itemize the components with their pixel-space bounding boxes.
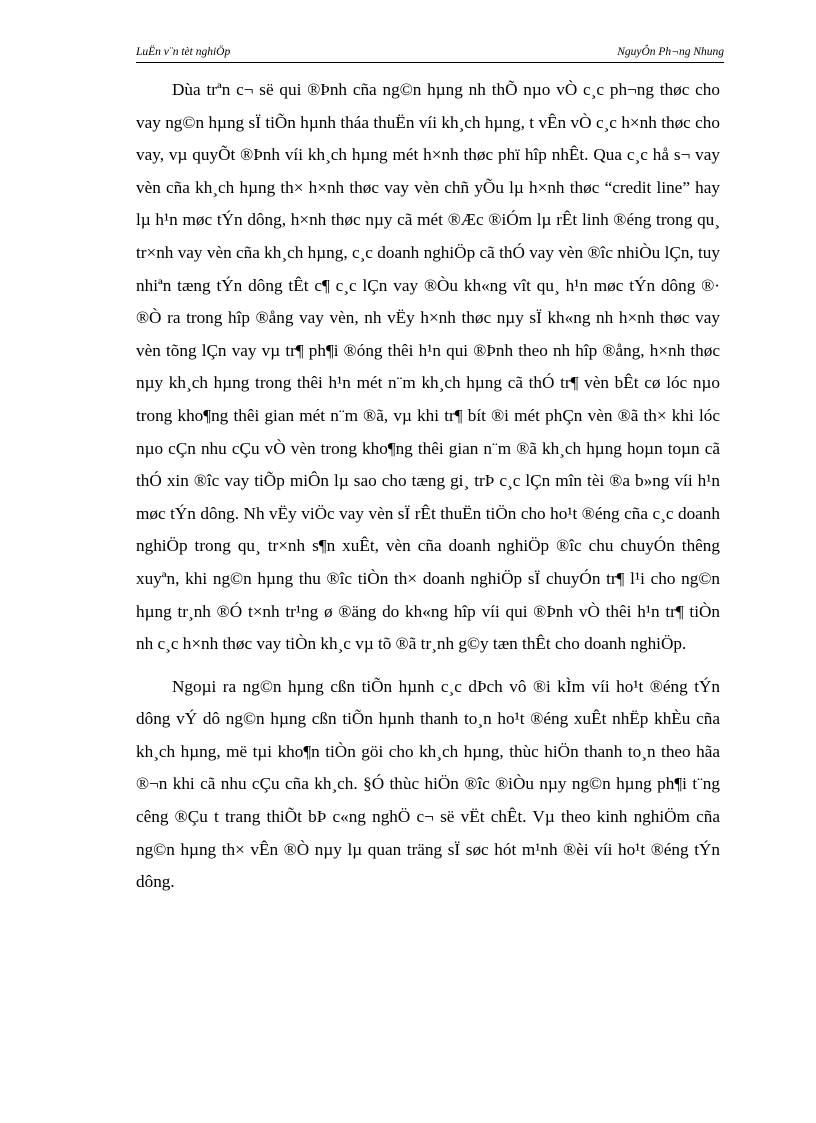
header-author-name: NguyÔn Ph¬ng Nhung (617, 46, 724, 58)
document-body (136, 74, 720, 899)
header-divider (136, 62, 724, 63)
header-thesis-title: LuËn v¨n tèt nghiÖp (136, 46, 231, 58)
body-paragraph-1: Dùa trªn c¬ së qui ®Þnh cña ng©n hµng nh thÕ nµo vÒ c¸c ph¬ng thøc cho vay ng©n hµng sÏ tiÕn hµnh tháa thuËn víi kh¸ch hµng, t vÊn vÒ c¸c h×nh thøc cho vay, vµ quyÕt ®Þnh víi kh¸ch hµng mét h×nh thøc phï hîp nhÊt. Qua c¸c hå s¬ vay vèn cña kh¸ch hµng th× h×nh thøc vay vèn chñ yÕu lµ h×nh thøc “credit line” hay lµ h¹n møc tÝn dông, h×nh thøc nµy cã mét ®Æc ®iÓm lµ rÊt linh ®éng trong qu¸ tr×nh vay vèn cña kh¸ch hµng, c¸c doanh nghiÖp cã thÓ vay vèn ®îc nhiÒu lÇn, tuy nhiªn tæng tÝn dông tÊt c¶ c¸c lÇn vay ®Òu kh«ng vît qu¸ h¹n møc tÝn dông ®· ®Ò ra trong hîp ®ång vay vèn, nh vËy h×nh thøc nµy sÏ kh«ng nh h×nh thøc vay vèn tõng lÇn vay vµ tr¶ ph¶i ®óng thêi h¹n qui ®Þnh theo nh hîp ®ång, h×nh thøc nµy kh¸ch hµng trong thêi h¹n mét n¨m kh¸ch hµng cã thÓ tr¶ vèn bÊt cø lóc nµo trong kho¶ng thêi gian mét n¨m ®ã, vµ khi tr¶ bít ®i mét phÇn vèn ®ã th× khi lóc nµo cÇn nhu cÇu vÒ vèn trong kho¶ng thêi gian n¨m ®ã kh¸ch hµng hoµn toµn cã thÓ xin ®îc vay tiÕp miÔn lµ sao cho tæng gi¸ trÞ c¸c lÇn mîn tèi ®a b»ng víi h¹n møc tÝn dông. Nh vËy viÖc vay vèn sÏ rÊt thuËn tiÖn cho ho¹t ®éng cña c¸c doanh nghiÖp trong qu¸ tr×nh s¶n xuÊt, vèn cña doanh nghiÖp ®îc chu chuyÓn thêng xuyªn, khi ng©n hµng thu ®îc tiÒn th× doanh nghiÖp sÏ chuyÓn tr¶ l¹i cho ng©n hµng tr¸nh ®Ó t×nh tr¹ng ø ®äng do kh«ng hîp víi qui ®Þnh vÒ thêi h¹n tr¶ tiÒn nh c¸c h×nh thøc vay tiÒn kh¸c vµ tõ ®ã tr¸nh g©y tæn thÊt cho doanh nghiÖp. (136, 80, 720, 654)
body-paragraph-2: Ngoµi ra ng©n hµng cßn tiÕn hµnh c¸c dÞch vô ®i kÌm víi ho¹t ®éng tÝn dông vÝ dô ng©n hµng cßn tiÕn hµnh thanh to¸n ho¹t ®éng xuÊt nhËp khÈu cña kh¸ch hµng, më tµi kho¶n tiÒn göi cho kh¸ch hµng, thùc hiÖn thanh to¸n theo hãa ®¬n khi cã nhu cÇu cña kh¸ch. §Ó thùc hiÖn ®îc ®iÒu nµy ng©n hµng ph¶i t¨ng cêng ®Çu t trang thiÕt bÞ c«ng nghÖ c¬ së vËt chÊt. Vµ theo kinh nghiÖm cña ng©n hµng th× vÊn ®Ò nµy lµ quan träng sÏ søc hót m¹nh ®èi víi ho¹t ®éng tÝn dông. (136, 676, 720, 892)
